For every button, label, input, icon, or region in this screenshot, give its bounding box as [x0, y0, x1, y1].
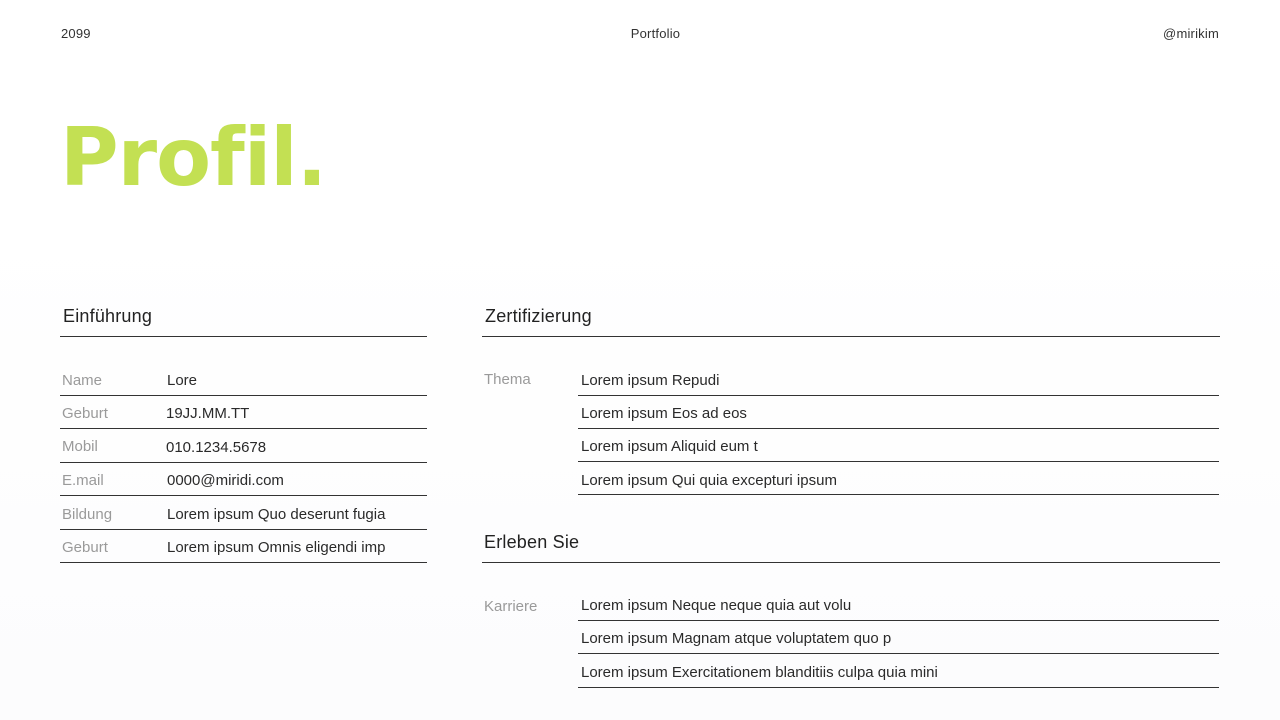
intro-title: Einführung	[63, 306, 153, 326]
page-title: Profil.	[60, 111, 327, 204]
intro-value: Lore	[167, 372, 198, 389]
intro-label: Geburt	[62, 405, 108, 422]
intro-divider	[60, 336, 427, 337]
row-divider	[578, 687, 1219, 688]
experience-item: Lorem ipsum Neque neque quia aut volu	[581, 597, 852, 614]
row-divider	[60, 529, 427, 530]
row-divider	[578, 653, 1219, 654]
intro-label: Name	[62, 372, 103, 389]
cert-item: Lorem ipsum Repudi	[581, 372, 720, 389]
experience-item: Lorem ipsum Magnam atque voluptatem quo p	[581, 630, 892, 647]
intro-value: 0000@miridi.com	[167, 472, 284, 489]
intro-value: Lorem ipsum Quo deserunt fugia	[167, 506, 386, 523]
cert-item: Lorem ipsum Aliquid eum t	[581, 438, 758, 455]
experience-label: Karriere	[484, 598, 538, 615]
row-divider	[578, 461, 1219, 462]
intro-value: 010.1234.5678	[166, 439, 267, 456]
intro-value: 19JJ.MM.TT	[166, 405, 250, 422]
header-portfolio: Portfolio	[630, 26, 681, 41]
intro-value: Lorem ipsum Omnis eligendi imp	[167, 539, 386, 556]
intro-label: Geburt	[62, 539, 108, 556]
row-divider	[60, 495, 427, 496]
row-divider	[60, 462, 427, 463]
row-divider	[60, 428, 427, 429]
row-divider	[578, 494, 1219, 495]
row-divider	[60, 395, 427, 396]
intro-label: Bildung	[62, 506, 113, 523]
cert-label: Thema	[484, 371, 531, 388]
experience-divider	[482, 562, 1220, 563]
intro-label: Mobil	[62, 438, 98, 455]
cert-title: Zertifizierung	[485, 306, 592, 326]
cert-item: Lorem ipsum Qui quia excepturi ipsum	[581, 472, 837, 489]
row-divider	[578, 395, 1219, 396]
intro-label: E.mail	[62, 472, 104, 489]
cert-item: Lorem ipsum Eos ad eos	[581, 405, 747, 422]
experience-title: Erleben Sie	[484, 532, 580, 552]
cert-divider	[482, 336, 1220, 337]
row-divider	[578, 620, 1219, 621]
header-year: 2099	[61, 26, 91, 41]
header-handle: @mirikim	[1163, 26, 1219, 41]
row-divider	[60, 562, 427, 563]
experience-item: Lorem ipsum Exercitationem blanditiis culpa quia mini	[581, 664, 938, 681]
row-divider	[578, 428, 1219, 429]
